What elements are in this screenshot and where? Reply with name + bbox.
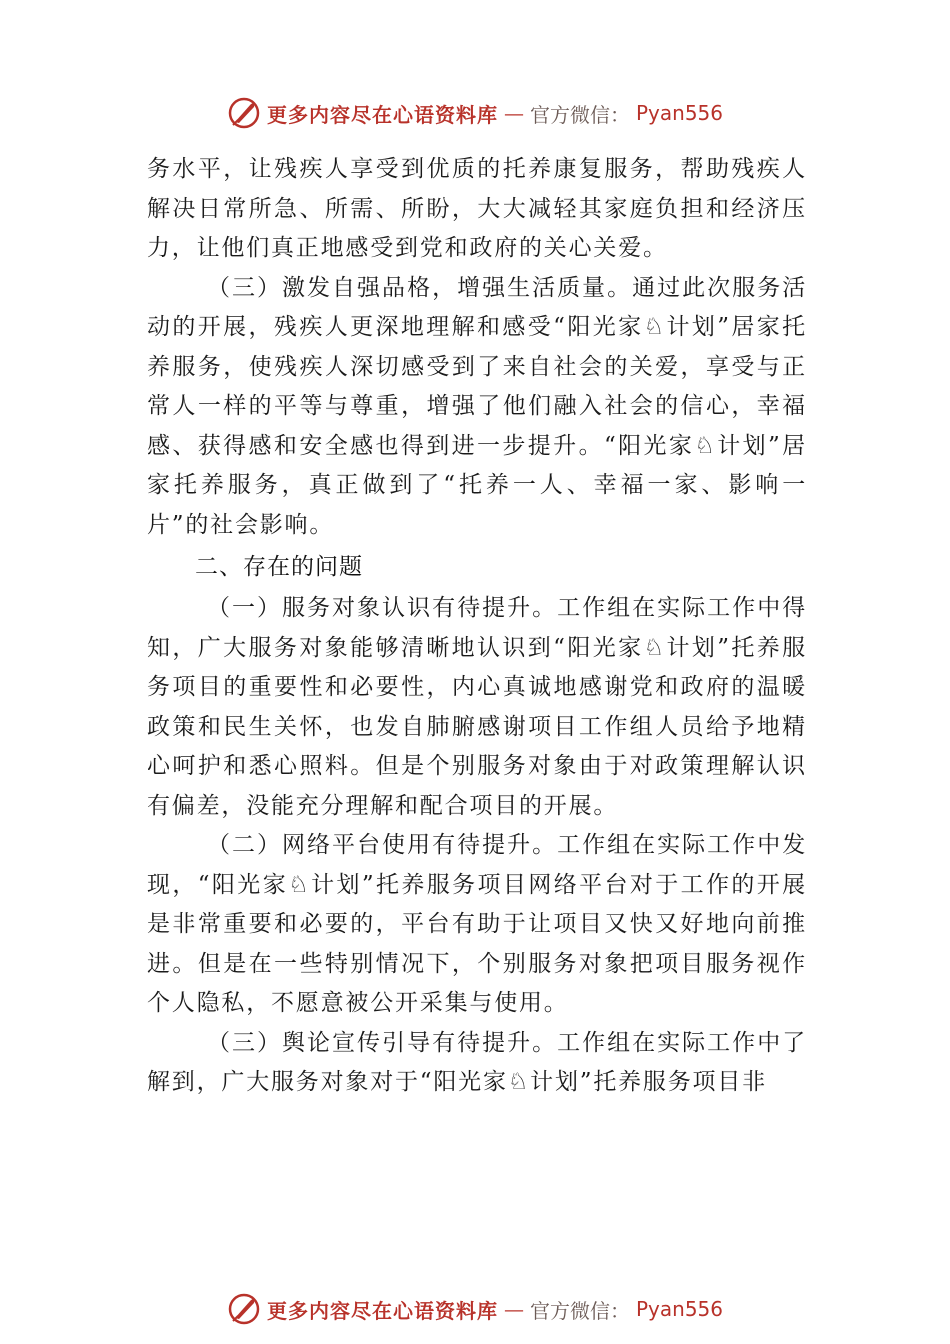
quill-logo-icon [227, 1292, 261, 1326]
header-watermark [0, 96, 950, 130]
watermark-separator: — [503, 1297, 524, 1321]
watermark-wechat-label: 官方微信： [529, 1298, 630, 1323]
paragraph-section-3: （三）激发自强品格，增强生活质量。通过此次服务活动的开展，残疾人更深地理解和感受“阳光家♘计划”居家托养服务，使残疾人深切感受到了来自社会的关爱，享受与正常人一样的平等与尊重，增强了他们融入社会的信心，幸福感、获得感和安全感也得到进一步提升。“阳光家♘计划”居家托养服务，真正做到了“托养一人、幸福一家、影响一片”的社会影响。 [147, 274, 807, 538]
watermark-wechat-id: Pyan556 [635, 1297, 723, 1321]
section-heading: 二、存在的问题 [195, 554, 363, 580]
paragraph-issue-2: （二）网络平台使用有待提升。工作组在实际工作中发现，“阳光家♘计划”托养服务项目网络平台对于工作的开展是非常重要和必要的，平台有助于让项目又快又好地向前推进。但是在一些特别情况下，个别服务对象把项目服务视作个人隐私，不愿意被公开采集与使用。 [147, 832, 807, 1016]
document-body [147, 150, 807, 1103]
paragraph-issue-3: （三）舆论宣传引导有待提升。工作组在实际工作中了解到，广大服务对象对于“阳光家♘计划”托养服务项目非 [147, 1029, 807, 1095]
watermark-text: 更多内容尽在心语资料库 [266, 102, 498, 127]
watermark-separator: — [503, 101, 524, 125]
watermark-wechat-id: Pyan556 [635, 101, 723, 125]
paragraph-issue-1: （一）服务对象认识有待提升。工作组在实际工作中得知，广大服务对象能够清晰地认识到“阳光家♘计划”托养服务项目的重要性和必要性，内心真诚地感谢党和政府的温暖政策和民生关怀，也发自肺腑感谢项目工作组人员给予地精心呵护和悉心照料。但是个别服务对象由于对政策理解认识有偏差，没能充分理解和配合项目的开展。 [147, 595, 807, 819]
paragraph-continuation: 务水平，让残疾人享受到优质的托养康复服务，帮助残疾人解决日常所急、所需、所盼，大大减轻其家庭负担和经济压力，让他们真正地感受到党和政府的关心关爱。 [147, 156, 807, 261]
quill-logo-icon [227, 96, 261, 130]
footer-watermark [0, 1292, 950, 1326]
watermark-wechat-label: 官方微信： [529, 102, 630, 127]
watermark-text: 更多内容尽在心语资料库 [266, 1298, 498, 1323]
